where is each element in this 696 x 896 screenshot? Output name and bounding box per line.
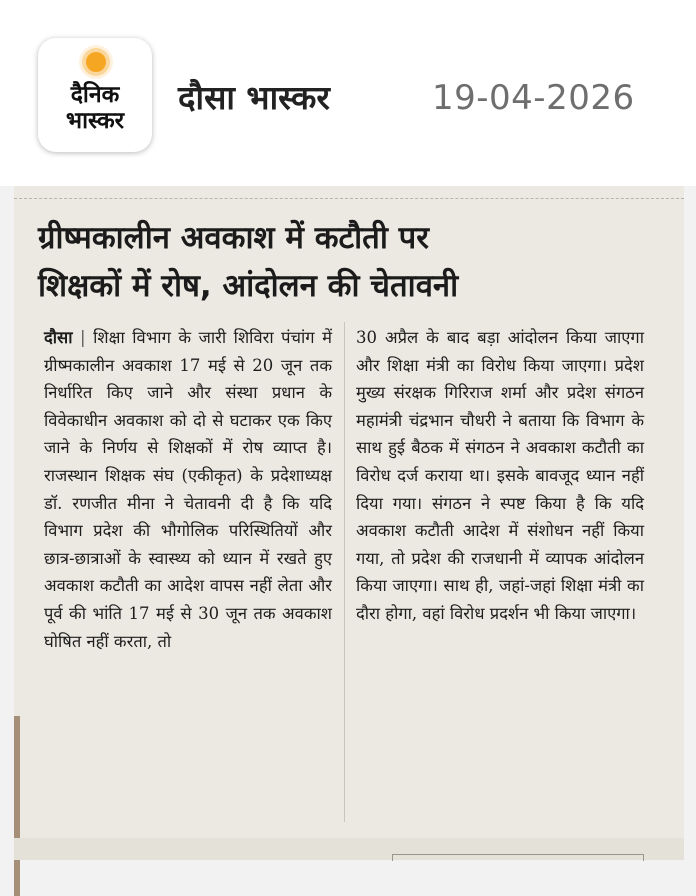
article-column-1-text: शिक्षा विभाग के जारी शिविरा पंचांग में ग्रीष्मकालीन अवकाश 17 मई से 20 जून तक निर्धारित किए जाने और संस्था प्रधान के विवेकाधीन अवकाश को दो से घटाकर एक किए जाने के निर्णय से शिक्षकों में रोष व्याप्त है। राजस्थान शिक्षक संघ (एकीकृत) के प्रदेशाध्यक्ष डॉ. रणजीत मीना ने चेतावनी दी है कि यदि विभाग प्रदेश की भौगोलिक परिस्थितियों और छात्र-छात्राओं के स्वास्थ्य को ध्यान में रखते हुए अवकाश कटौती का आदेश वापस नहीं लेता और पूर्व की भांति 17 मई से 30 जून तक अवकाश घोषित नहीं करता, तो — [44, 328, 333, 651]
clipping-edge-mark — [14, 716, 20, 896]
article-column-2-text: 30 अप्रैल के बाद बड़ा आंदोलन किया जाएगा और शिक्षा मंत्री का विरोध किया जाएगा। प्रदेश मुख्य संरक्षक गिरिराज शर्मा और प्रदेश संगठन महामंत्री चंद्रभान चौधरी ने बताया कि विभाग के साथ हुई बैठक में संगठन ने अवकाश कटौती का विरोध दर्ज कराया था। इसके बावजूद ध्यान नहीं दिया गया। संगठन ने स्पष्ट किया है कि यदि अवकाश कटौती आदेश में संशोधन नहीं किया गया, तो प्रदेश की राजधानी में व्यापक आंदोलन किया जाएगा। साथ ही, जहां-जहां शिक्षा मंत्री का दौरा होगा, वहां विरोध प्रदर्शन भी किया जाएगा। — [356, 328, 644, 623]
edition-title: दौसा भास्कर — [178, 78, 330, 117]
newspaper-clipping — [14, 186, 684, 860]
article-column-1 — [44, 324, 332, 655]
clipping-cut-edge — [14, 186, 684, 199]
column-divider — [344, 322, 345, 822]
article-column-2 — [356, 324, 644, 628]
edition-date: 19-04-2026 — [432, 78, 635, 118]
logo-text-line1: दैनिक — [70, 82, 120, 108]
dateline-separator: | — [80, 328, 86, 347]
app-header — [0, 0, 696, 186]
headline-line-2: शिक्षकों में रोष, आंदोलन की चेतावनी — [38, 268, 459, 304]
headline-line-1: ग्रीष्मकालीन अवकाश में कटौती पर — [38, 220, 429, 256]
dainik-bhaskar-logo[interactable] — [38, 38, 152, 152]
article-dateline: दौसा — [44, 328, 73, 347]
article-headline — [38, 214, 678, 310]
logo-text-line2: भास्कर — [65, 108, 125, 134]
sun-icon — [86, 52, 106, 72]
